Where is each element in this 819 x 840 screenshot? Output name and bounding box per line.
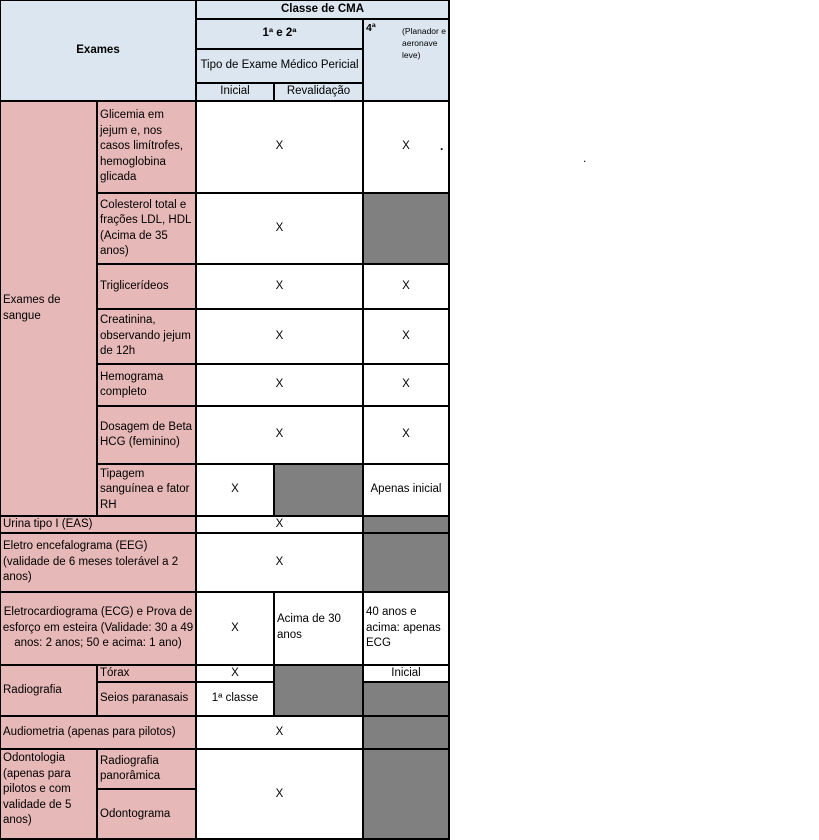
header-classe-1-2: 1ª e 2ª <box>196 19 363 49</box>
stray-dot: . <box>583 151 587 165</box>
grid-line <box>97 363 450 365</box>
grid-line <box>273 464 275 516</box>
grid-line <box>196 48 363 50</box>
row-creatinina-c4: X <box>363 309 449 364</box>
row-seios-c4-shaded <box>363 682 449 716</box>
row-eeg-c12: X <box>196 533 363 592</box>
row-audiometria-label: Audiometria (apenas para pilotos) <box>0 716 196 749</box>
row-hemograma-label: Hemograma completo <box>97 364 196 406</box>
row-creatinina-label: Creatinina, observando jejum de 12h <box>97 309 196 364</box>
grid-line <box>0 0 450 1</box>
grid-line <box>0 715 450 717</box>
row-ecg-inicial: X <box>196 592 274 665</box>
grid-line <box>97 788 196 790</box>
grid-line <box>273 83 275 101</box>
grid-line <box>273 592 275 716</box>
row-odontologia-c4-shaded <box>363 749 449 840</box>
grid-line <box>196 82 363 84</box>
header-exames: Exames <box>0 0 196 101</box>
header-classe-4-label: 4ª <box>366 22 376 34</box>
row-colesterol-c12: X <box>196 193 363 264</box>
row-creatinina-c12: X <box>196 309 363 364</box>
grid-line <box>0 748 450 750</box>
row-glicemia-c12: X <box>196 101 363 193</box>
header-tipo-exame: Tipo de Exame Médico Pericial <box>196 49 363 83</box>
row-hemograma-c4: X <box>363 364 449 406</box>
row-triglicerideos-c4: X <box>363 264 449 309</box>
grid-line <box>97 681 274 683</box>
row-odontograma-label: Odontograma <box>97 789 196 840</box>
row-seios-label: Seios paranasais <box>97 682 196 716</box>
grid-line <box>0 532 450 534</box>
row-audiometria-c12: X <box>196 716 363 749</box>
grid-line <box>195 0 197 840</box>
row-seios-inicial: 1ª classe <box>196 682 274 716</box>
grid-line <box>196 18 450 20</box>
row-radiografia-revalidacao-shaded <box>274 665 363 716</box>
grid-line <box>0 664 450 666</box>
row-urina-c12: X <box>196 516 363 533</box>
row-ecg-revalidacao: Acima de 30 anos <box>274 592 363 665</box>
grid-line <box>0 591 450 593</box>
row-colesterol-c4-shaded <box>363 193 449 264</box>
row-beta-hcg-label: Dosagem de Beta HCG (feminino) <box>97 406 196 464</box>
grid-line <box>0 515 450 517</box>
row-odontologia-c12: X <box>196 749 363 840</box>
header-inicial: Inicial <box>196 83 274 101</box>
grid-line <box>97 263 450 265</box>
row-urina-c4-shaded <box>363 516 449 533</box>
grid-line <box>97 308 450 310</box>
row-beta-hcg-c4: X <box>363 406 449 464</box>
row-colesterol-label: Colesterol total e frações LDL, HDL (Acima de 35 anos) <box>97 193 196 264</box>
grid-line <box>363 681 450 683</box>
header-classe-4 <box>363 19 449 101</box>
group-odontologia: Odontologia (apenas para pilotos e com validade de 5 anos) <box>0 749 97 840</box>
row-eeg-c4-shaded <box>363 533 449 592</box>
grid-line <box>0 0 1 840</box>
row-ecg-c4: 40 anos e acima: apenas ECG <box>363 592 449 665</box>
row-torax-label: Tórax <box>97 665 196 682</box>
row-glicemia-c4: X <box>363 101 449 193</box>
row-tipagem-label: Tipagem sanguínea e fator RH <box>97 464 196 516</box>
group-radiografia: Radiografia <box>0 665 97 716</box>
grid-line <box>448 0 450 840</box>
grid-line <box>96 749 98 840</box>
row-triglicerideos-c12: X <box>196 264 363 309</box>
row-glicemia-label: Glicemia em jejum e, nos casos limítrofes, hemoglobina glicada <box>97 101 196 193</box>
row-hemograma-c12: X <box>196 364 363 406</box>
header-revalidacao: Revalidação <box>274 83 363 101</box>
grid-line <box>96 665 98 716</box>
row-audiometria-c4-shaded <box>363 716 449 749</box>
header-classe-cma: Classe de CMA <box>196 0 449 19</box>
row-beta-hcg-c12: X <box>196 406 363 464</box>
grid-line <box>97 192 450 194</box>
group-exames-sangue: Exames de sangue <box>0 101 97 516</box>
row-tipagem-c4: Apenas inicial <box>363 464 449 516</box>
row-torax-c4: Inicial <box>363 665 449 682</box>
row-tipagem-inicial: X <box>196 464 274 516</box>
row-tipagem-revalidacao-shaded <box>274 464 363 516</box>
row-panoramica-label: Radiografia panorâmica <box>97 749 196 789</box>
row-triglicerideos-label: Triglicerídeos <box>97 264 196 309</box>
row-urina-label: Urina tipo I (EAS) <box>0 516 196 533</box>
grid-line <box>97 405 450 407</box>
row-ecg-label: Eletrocardiograma (ECG) e Prova de esforço em esteira (Validade: 30 a 49 anos: 2 anos; 50 e acima: 1 ano) <box>0 592 196 665</box>
row-torax-inicial: X <box>196 665 274 682</box>
row-eeg-label: Eletro encefalograma (EEG) (validade de 6 meses tolerável a 2 anos) <box>0 533 196 592</box>
grid-line <box>0 100 450 102</box>
stray-dot: . <box>440 139 444 153</box>
header-classe-4-note: (Planador e aeronave leve) <box>402 25 446 60</box>
